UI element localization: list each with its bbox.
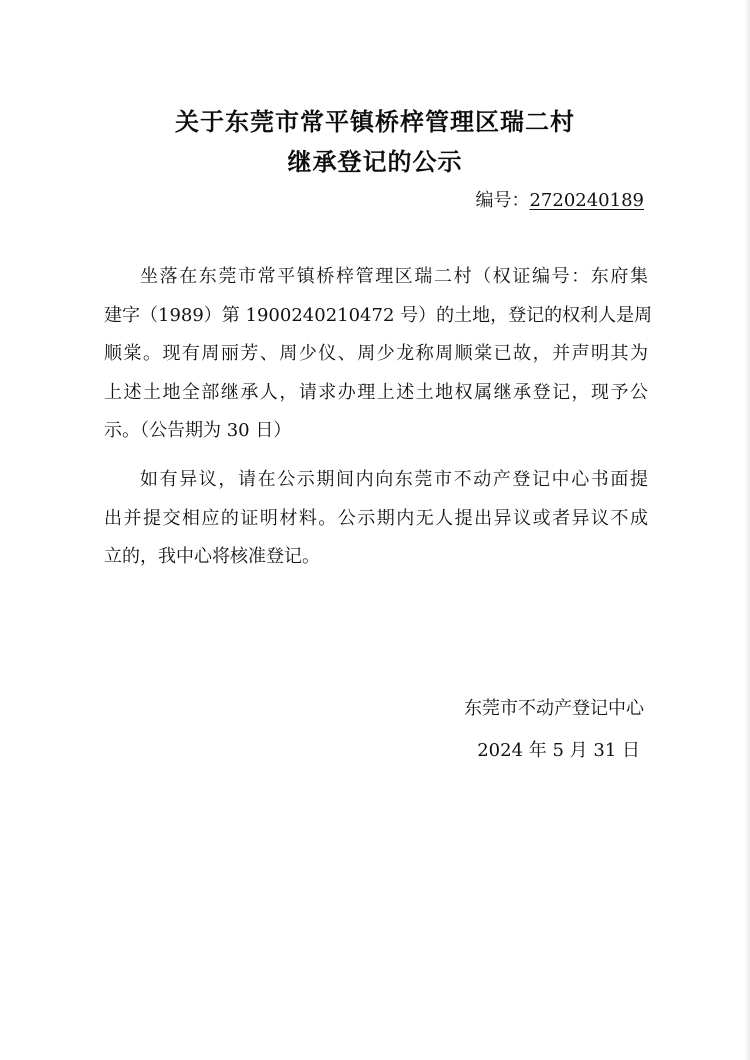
document-number bbox=[475, 186, 644, 212]
paragraph-1-line-4: 上述土地全部继承人，请求办理上述土地权属继承登记，现予公 bbox=[104, 381, 648, 403]
paragraph-2-line-3: 立的，我中心将核准登记。 bbox=[104, 546, 320, 567]
paragraph-2-line-1: 如有异议，请在公示期间内向东莞市不动产登记中心书面提 bbox=[140, 469, 648, 490]
notice-paragraph-2 bbox=[104, 461, 648, 577]
paragraph-1-line-5: 示。（公告期为 30 日） bbox=[104, 420, 292, 441]
signature-date: 2024 年 5 月 31 日 bbox=[477, 740, 640, 761]
notice-title-line-2: 继承登记的公示 bbox=[287, 148, 463, 176]
paragraph-2-line-2: 出并提交相应的证明材料。公示期内无人提出异议或者异议不成 bbox=[104, 507, 648, 529]
page-edge-shadow bbox=[744, 0, 750, 1060]
notice-paragraph-1 bbox=[104, 258, 653, 451]
signature-organization: 东莞市不动产登记中心 bbox=[464, 698, 644, 719]
notice-title-line-1: 关于东莞市常平镇桥梓管理区瑞二村 bbox=[175, 108, 575, 136]
document-number-label: 编号： bbox=[475, 190, 530, 211]
paragraph-1-line-1: 坐落在东莞市常平镇桥梓管理区瑞二村（权证编号：东府集 bbox=[140, 266, 648, 287]
paragraph-1-line-2: 建字（1989）第 1900240210472 号）的土地，登记的权利人是周 bbox=[104, 304, 653, 326]
document-number-value: 2720240189 bbox=[529, 190, 644, 211]
paragraph-1-line-3: 顺棠。现有周丽芳、周少仪、周少龙称周顺棠已故，并声明其为 bbox=[104, 343, 648, 364]
